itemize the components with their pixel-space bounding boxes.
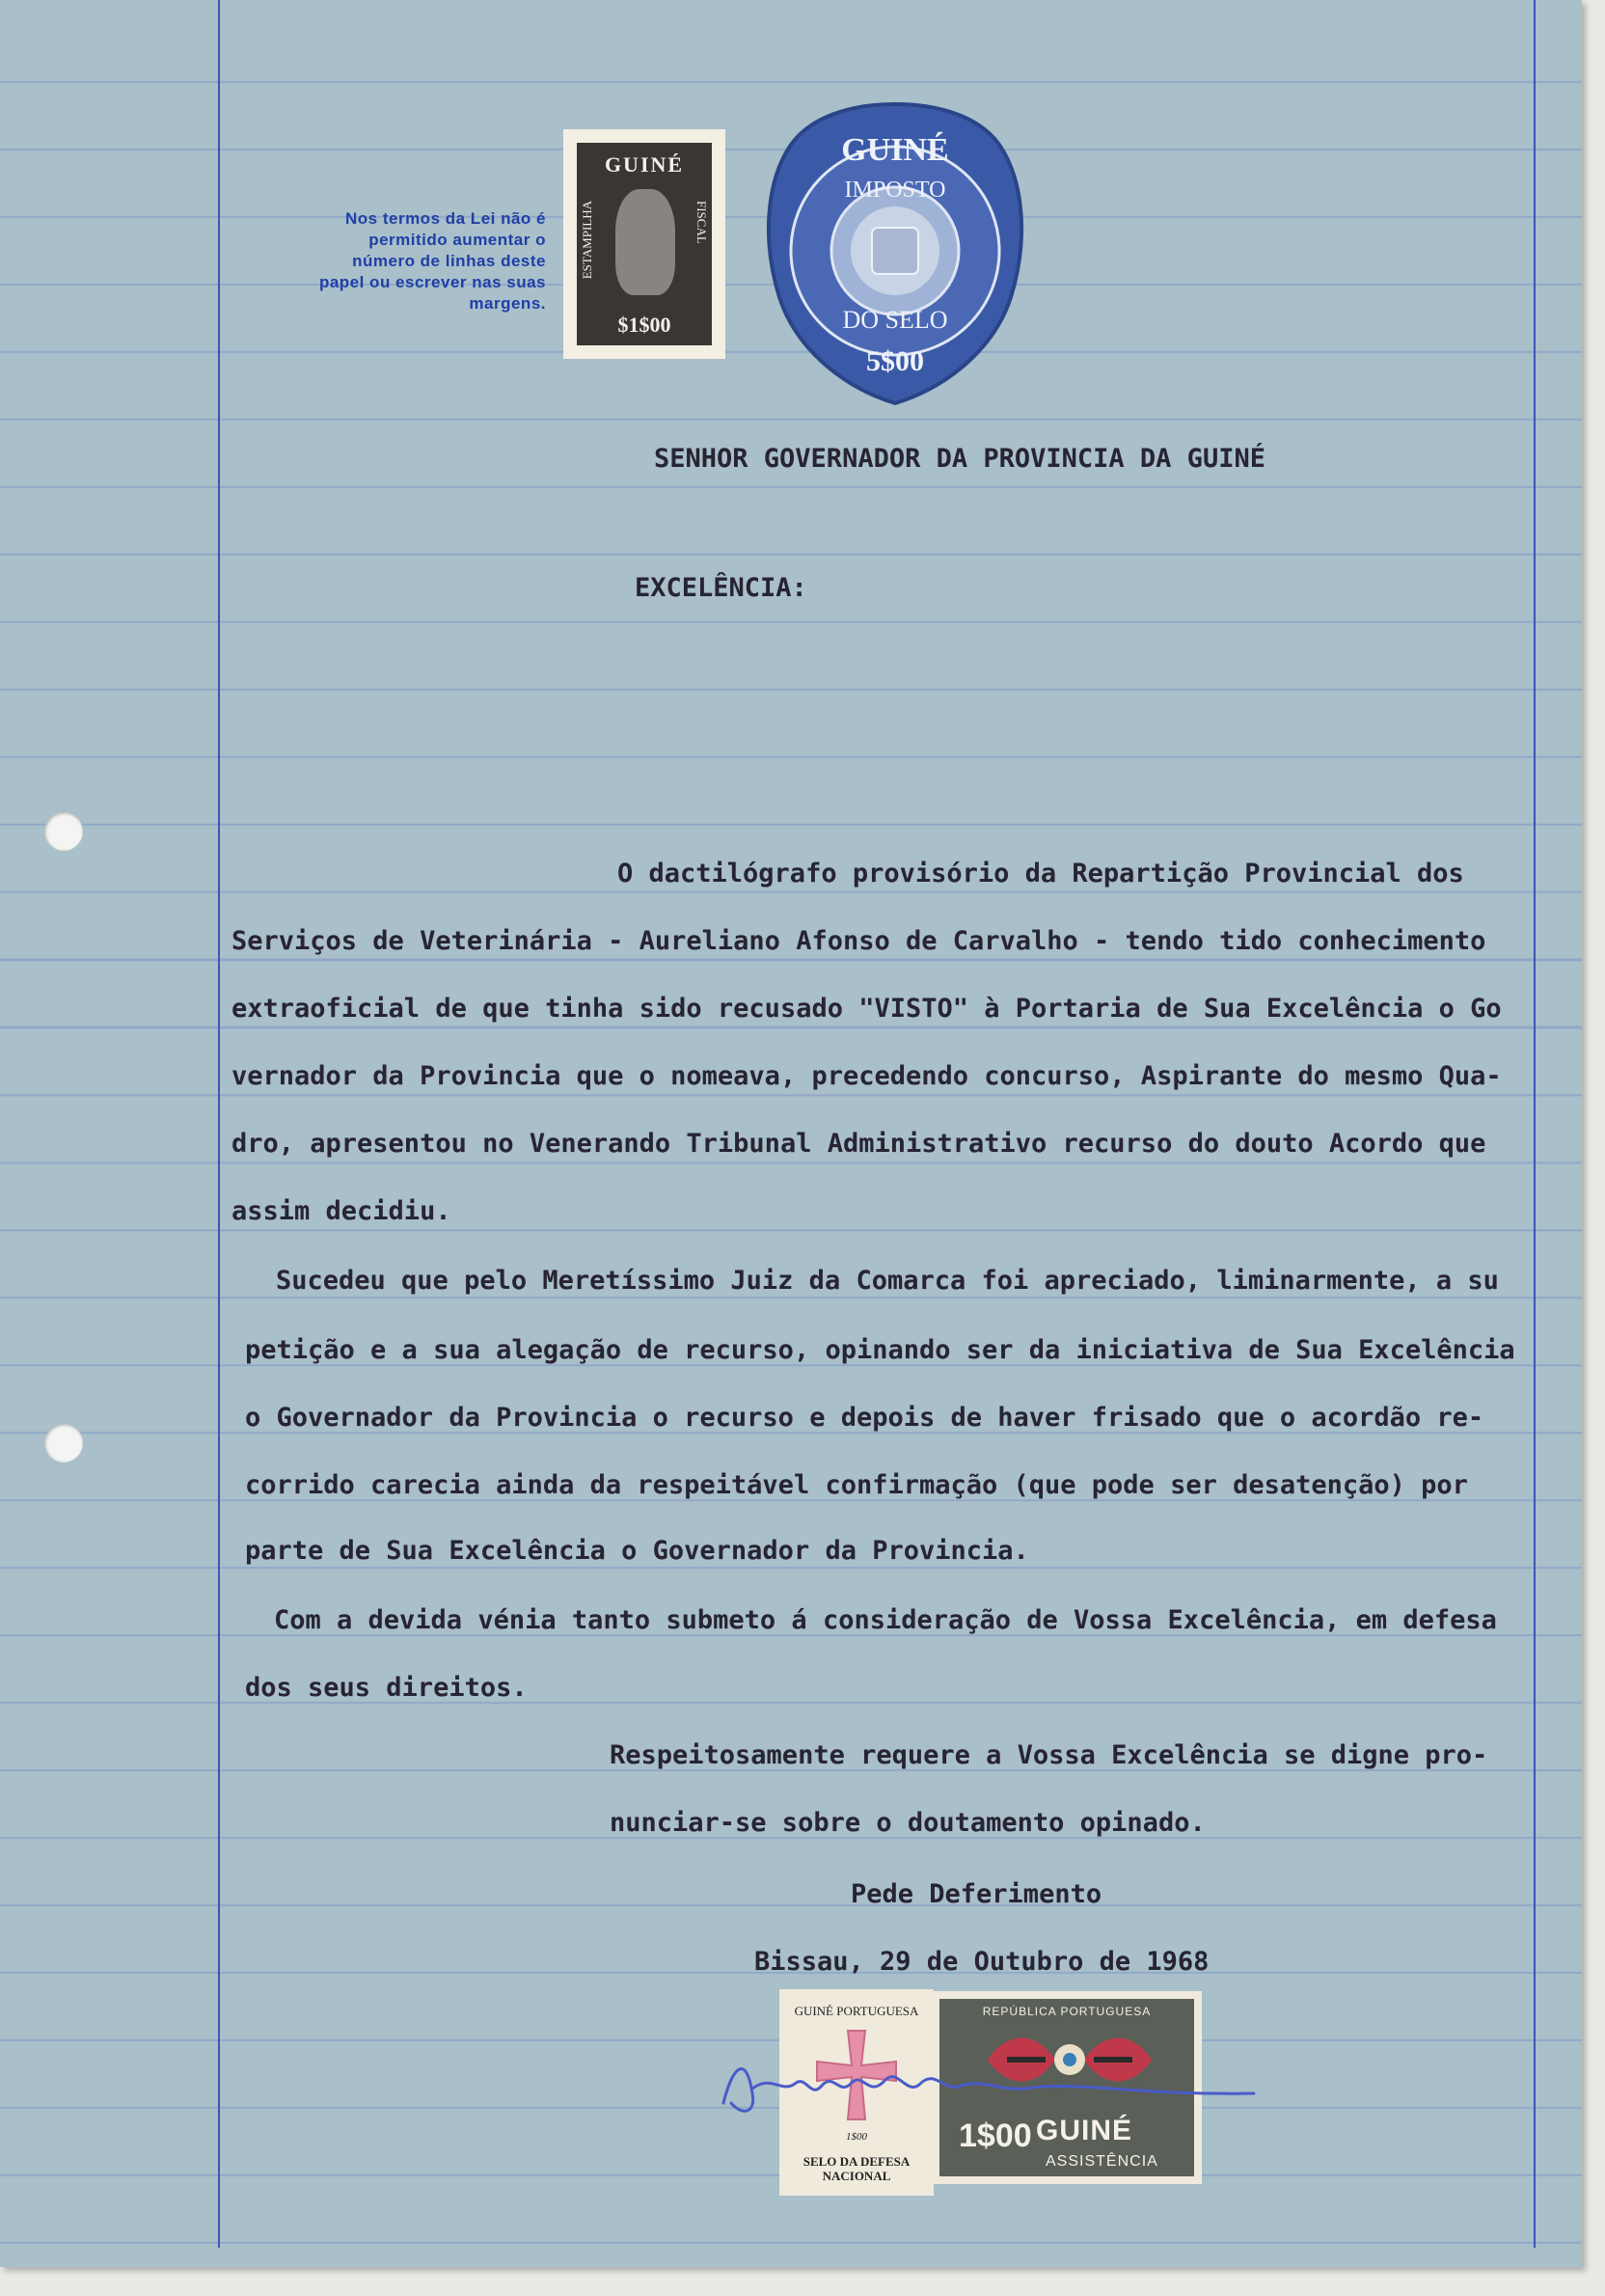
assistance-stamp-sub: ASSISTÊNCIA	[1046, 2153, 1158, 2170]
closing: Pede Deferimento	[851, 1879, 1102, 1909]
body-line: nunciar-se sobre o doutamento opinado.	[610, 1808, 1206, 1838]
body-line: Sucedeu que pelo Meretíssimo Juiz da Comarca foi apreciado, liminarmente, a su	[276, 1266, 1499, 1296]
defense-stamp-value: 1$00	[846, 2131, 867, 2143]
punch-hole	[44, 812, 83, 851]
body-line: Respeitosamente requere a Vossa Excelência se digne pro-	[610, 1740, 1488, 1770]
left-margin-line	[218, 0, 220, 2248]
punch-hole	[44, 1424, 83, 1462]
salutation: EXCELÊNCIA:	[635, 573, 807, 603]
fiscal-stamp-left-text: ESTAMPILHA	[580, 201, 594, 280]
law-notice: Nos termos da Lei não é permitido aumentar o número de linhas deste papel ou escrever nas suas margens.	[318, 209, 546, 313]
fiscal-stamp-country: GUINÉ	[604, 152, 685, 177]
tax-seal-emblem	[758, 96, 1032, 409]
assistance-stamp-name: GUINÉ	[1036, 2115, 1133, 2146]
place-date: Bissau, 29 de Outubro de 1968	[754, 1947, 1210, 1977]
assistance-stamp-value: 1$00	[959, 2118, 1032, 2154]
body-line: dro, apresentou no Venerando Tribunal Administrativo recurso do douto Acordo que	[231, 1129, 1486, 1159]
seal-value-text: 5$00	[866, 345, 924, 377]
body-line: petição e a sua alegação de recurso, opinando ser da iniciativa de Sua Excelência	[245, 1335, 1515, 1365]
fiscal-stamp	[563, 129, 725, 359]
assistance-stamp-top: REPÚBLICA PORTUGUESA	[982, 2005, 1152, 2018]
body-line: Serviços de Veterinária - Aureliano Afonso de Carvalho - tendo tido conhecimento	[231, 926, 1486, 956]
defense-stamp-bottom: SELO DA DEFESA NACIONAL	[802, 2154, 911, 2183]
body-line: vernador da Provincia que o nomeava, precedendo concurso, Aspirante do mesmo Qua-	[231, 1061, 1502, 1091]
right-margin-line	[1534, 0, 1536, 2248]
body-line: extraoficial de que tinha sido recusado "VISTO" à Portaria de Sua Excelência o Go	[231, 994, 1502, 1024]
body-line: dos seus direitos.	[245, 1673, 528, 1703]
portrait-bust-icon	[615, 189, 675, 295]
body-line: parte de Sua Excelência o Governador da Provincia.	[245, 1536, 1029, 1566]
fiscal-stamp-right-text: FISCAL	[694, 201, 709, 244]
body-line: o Governador da Provincia o recurso e depois de haver frisado que o acordão re-	[245, 1403, 1484, 1433]
addressee: SENHOR GOVERNADOR DA PROVINCIA DA GUINÉ	[654, 444, 1265, 474]
seal-upper-text: IMPOSTO	[844, 178, 946, 203]
handwritten-signature	[714, 2036, 1273, 2132]
seal-lower-text: DO SELO	[842, 306, 948, 334]
defense-stamp-top: GUINÉ PORTUGUESA	[794, 2004, 919, 2018]
body-line: Com a devida vénia tanto submeto á consideração de Vossa Excelência, em defesa	[274, 1605, 1497, 1635]
fiscal-stamp-value: $1$00	[617, 313, 671, 337]
body-line: corrido carecia ainda da respeitável confirmação (que pode ser desatenção) por	[245, 1470, 1468, 1500]
body-line: O dactilógrafo provisório da Repartição Provincial dos	[617, 859, 1464, 888]
seal-top-text: GUINÉ	[841, 132, 949, 168]
body-line: assim decidiu.	[231, 1196, 451, 1226]
